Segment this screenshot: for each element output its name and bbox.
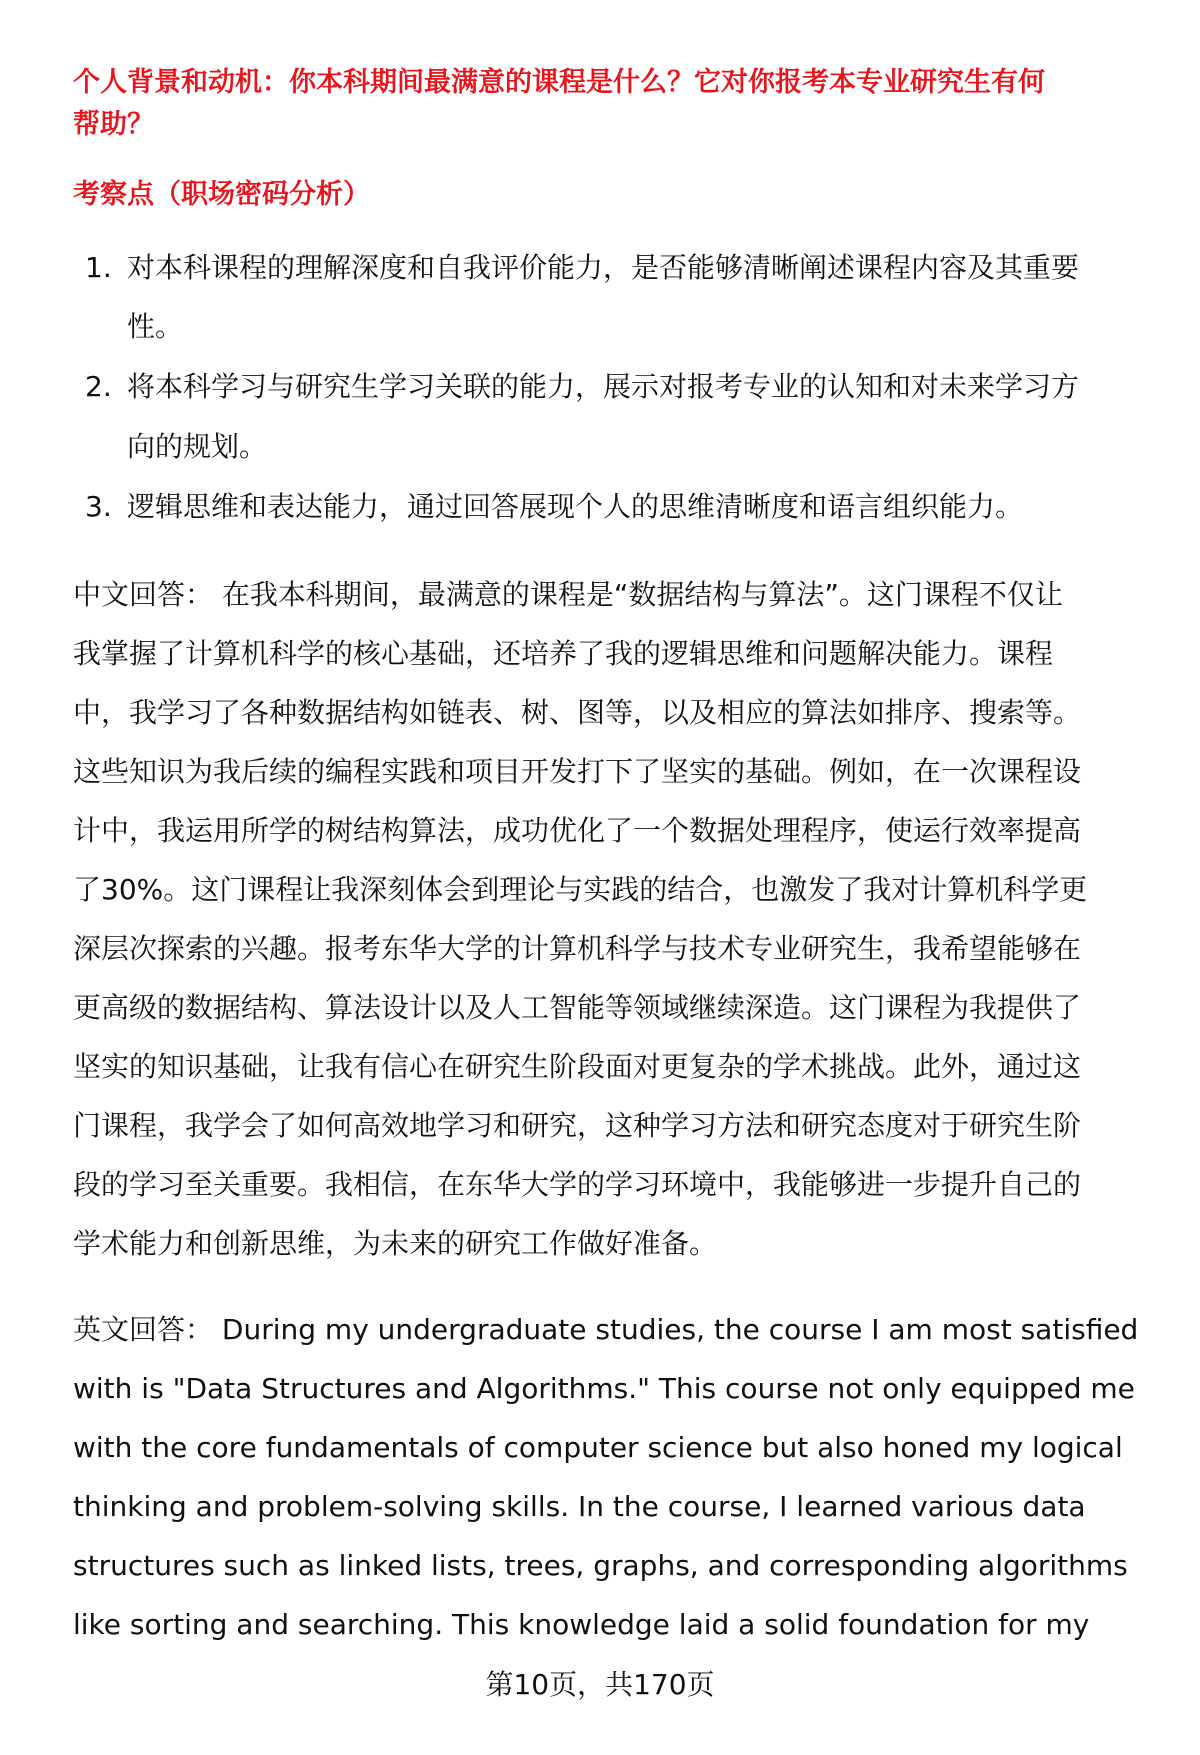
paragraph-line: 中文回答： 在我本科期间，最满意的课程是“数据结构与算法”。这门课程不仅让: [73, 578, 1063, 611]
point-line: 向的规划。: [127, 430, 268, 463]
paragraph-line: with the core fundamentals of computer science but also honed my logical: [73, 1431, 1123, 1464]
paragraph-line: 中，我学习了各种数据结构如链表、树、图等，以及相应的算法如排序、搜索等。: [73, 696, 1082, 729]
paragraph-line: 学术能力和创新思维，为未来的研究工作做好准备。: [73, 1227, 718, 1260]
paragraph-line: 门课程，我学会了如何高效地学习和研究，这种学习方法和研究态度对于研究生阶: [73, 1109, 1082, 1142]
paragraph-line: 计中，我运用所学的树结构算法，成功优化了一个数据处理程序，使运行效率提高: [73, 814, 1082, 847]
paragraph-line: 英文回答： During my undergraduate studies, the course I am most satisfied: [73, 1313, 1139, 1346]
point-line: 对本科课程的理解深度和自我评价能力，是否能够清晰阐述课程内容及其重要: [127, 251, 1080, 284]
point-number: 1.: [85, 251, 112, 284]
paragraph-line: 段的学习至关重要。我相信，在东华大学的学习环境中，我能够进一步提升自己的: [73, 1168, 1082, 1201]
paragraph-line: 更高级的数据结构、算法设计以及人工智能等领域继续深造。这门课程为我提供了: [73, 991, 1082, 1024]
point-number: 3.: [85, 490, 112, 523]
point-line: 将本科学习与研究生学习关联的能力，展示对报考专业的认知和对未来学习方: [127, 370, 1080, 403]
question-line: 帮助？: [73, 109, 154, 140]
paragraph-line: 我掌握了计算机科学的核心基础，还培养了我的逻辑思维和问题解决能力。课程: [73, 637, 1054, 670]
paragraph-line: structures such as linked lists, trees, graphs, and corresponding algorithms: [73, 1549, 1128, 1582]
paragraph-line: like sorting and searching. This knowledge laid a solid foundation for my: [73, 1608, 1090, 1641]
paragraph-line: thinking and problem-solving skills. In the course, I learned various data: [73, 1490, 1086, 1523]
point-line: 性。: [127, 310, 184, 343]
paragraph-line: with is "Data Structures and Algorithms." This course not only equipped me: [73, 1372, 1135, 1405]
page-number: 第10页，共170页: [485, 1668, 715, 1701]
paragraph-line: 这些知识为我后续的编程实践和项目开发打下了坚实的基础。例如，在一次课程设: [73, 755, 1082, 788]
points-heading: 考察点（职场密码分析）: [73, 179, 370, 210]
question-line: 个人背景和动机：你本科期间最满意的课程是什么？它对你报考本专业研究生有何: [73, 67, 1045, 98]
paragraph-line: 坚实的知识基础，让我有信心在研究生阶段面对更复杂的学术挑战。此外，通过这: [73, 1050, 1082, 1083]
paragraph-line: 了30%。这门课程让我深刻体会到理论与实践的结合，也激发了我对计算机科学更: [73, 873, 1088, 906]
point-line: 逻辑思维和表达能力，通过回答展现个人的思维清晰度和语言组织能力。: [127, 490, 1024, 523]
paragraph-line: 深层次探索的兴趣。报考东华大学的计算机科学与技术专业研究生，我希望能够在: [73, 932, 1082, 965]
point-number: 2.: [85, 370, 112, 403]
